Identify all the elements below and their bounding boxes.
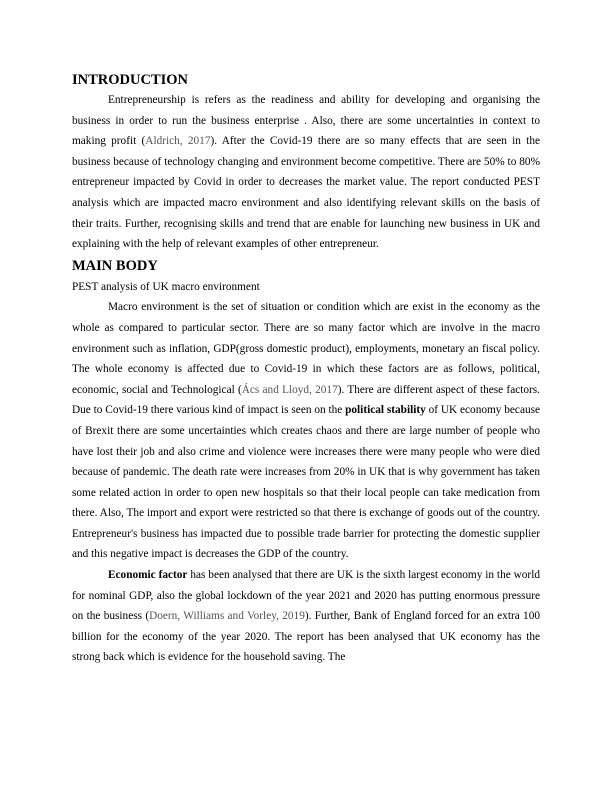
economic-factor-term: Economic factor <box>108 569 188 582</box>
citation-doern: Doern, Williams and Vorley, 2019 <box>149 610 305 623</box>
macro-environment-paragraph <box>72 297 540 565</box>
economic-text-part-2: ). Further, Bank of England forced for an extra 100 billion for the economy of the year 2020. The report has been analysed that UK economy has the strong back which is evidence for the household saving. The <box>72 610 540 664</box>
page-content <box>72 70 540 668</box>
macro-text-part-3: of UK economy because of Brexit there are some uncertainties which creates chaos and there are large number of people who have lost their job and also crime and violence were increases there were many people who were died because of pandemic. The death rate were increases from 20% in UK that is why government has taken some related action in order to open new hospitals so that their local people can take medication from there. Also, The import and export were restricted so that there is exchange of goods out of the country. Entrepreneur's business has impacted due to possible trade barrier for protecting the domestic supplier and this negative impact is decreases the GDP of the country. <box>72 404 541 561</box>
political-stability-term: political stability <box>345 404 426 417</box>
citation-aldrich: Aldrich, 2017 <box>145 135 211 148</box>
macro-text-part-1: Macro environment is the set of situation or condition which are exist in the economy as the whole as compared to particular sector. There are so many factor which are involve in the macro environment such as inflation, GDP(gross domestic product), employments, monetary an fiscal policy. The whole economy is affected due to Covid-19 in which these factors are as follows, political, economic, social and Technological ( <box>72 301 540 396</box>
economic-text-part-1: has been analysed that there are UK is the sixth largest economy in the world for nominal GDP, also the global lockdown of the year 2021 and 2020 has putting enormous pressure on the business ( <box>72 569 540 623</box>
main-body-heading: MAIN BODY <box>72 257 158 274</box>
citation-acs-lloyd: Ács and Lloyd, 2017 <box>241 383 338 396</box>
pest-subheading: PEST analysis of UK macro environment <box>72 280 260 293</box>
introduction-paragraph <box>72 90 540 255</box>
intro-text-part-1: Entrepreneurship is refers as the readiness and ability for developing and organising the business in order to run the business enterprise . Also, there are some uncertainties in context to making profit ( <box>72 94 540 148</box>
economic-factor-paragraph <box>72 565 540 668</box>
introduction-heading: INTRODUCTION <box>72 72 189 88</box>
macro-text-part-2: ). There are different aspect of these factors. Due to Covid-19 there various kind of impact is seen on the <box>72 383 540 417</box>
intro-text-part-2: ). After the Covid-19 there are so many effects that are seen in the business because of technology changing and environment become competitive. There are 50% to 80% entrepreneur impacted by Covid in order to decreases the market value. The report conducted PEST analysis which are impacted macro environment and also identifying relevant skills on the basis of their traits. Further, recognising skills and trend that are enable for launching new business in UK and explaining with the help of relevant examples of other entrepreneur. <box>72 135 540 251</box>
